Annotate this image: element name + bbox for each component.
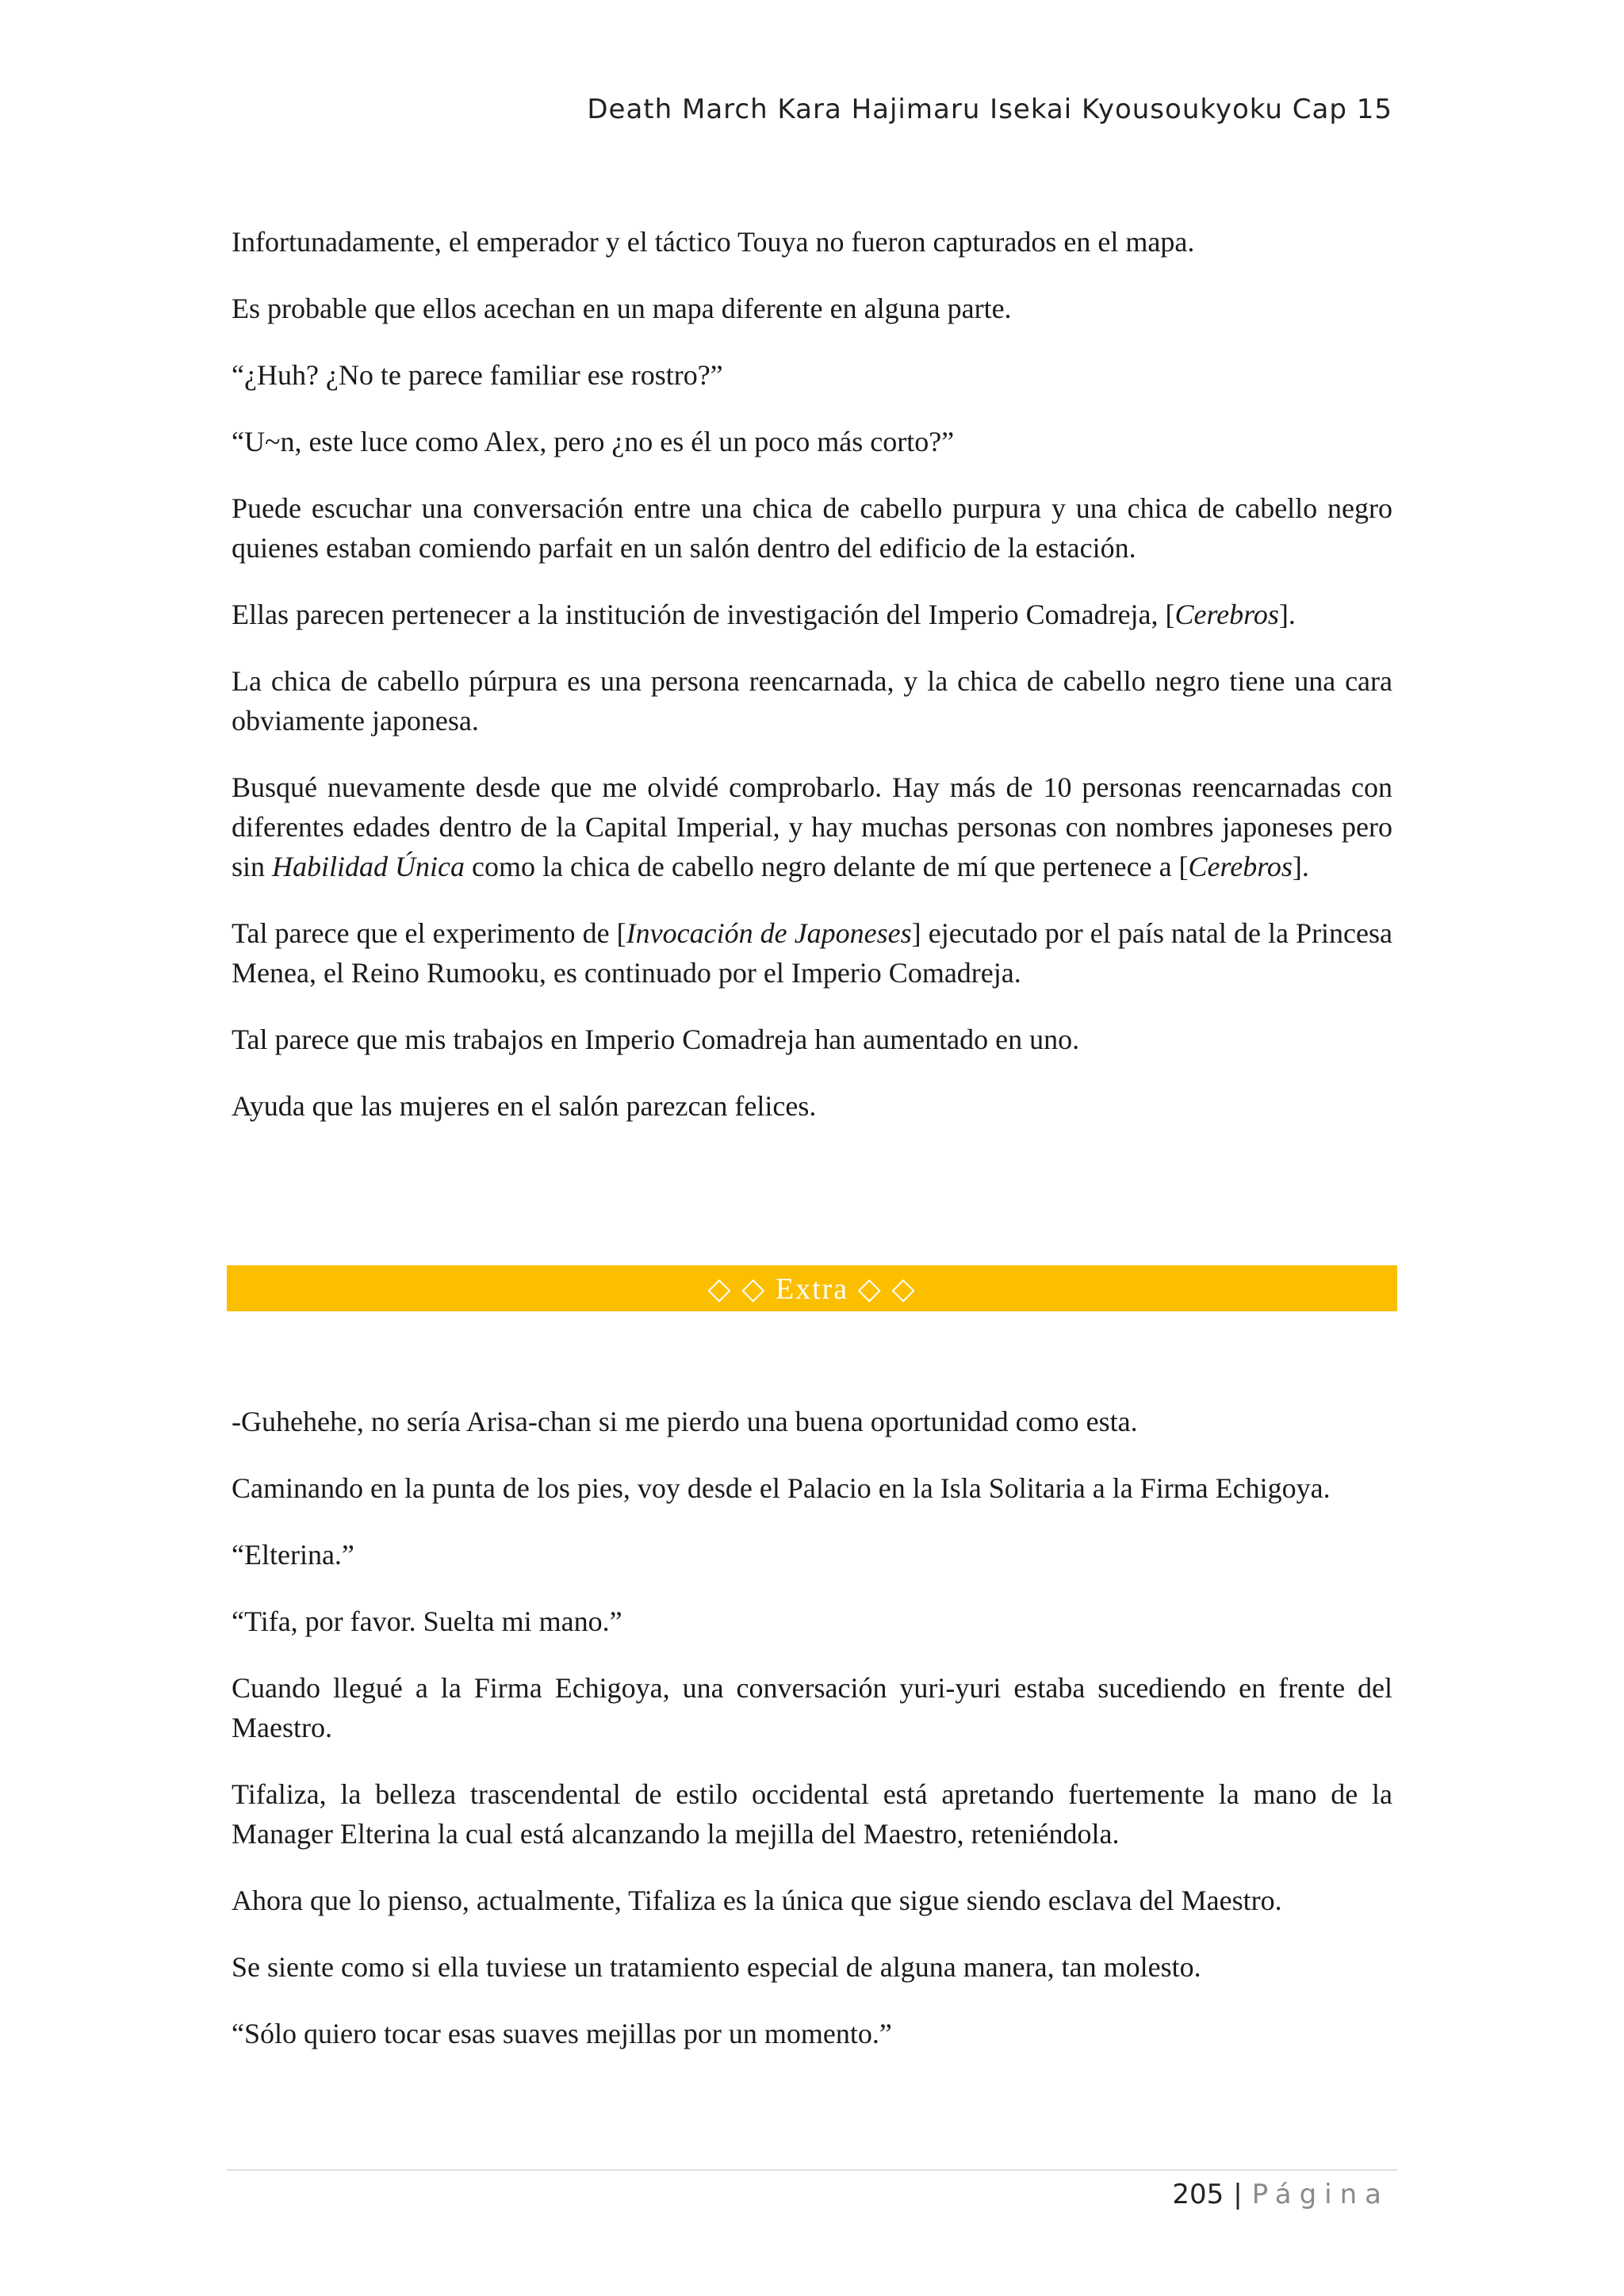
paragraph: Tal parece que mis trabajos en Imperio Comadreja han aumentado en uno.: [232, 1024, 1080, 1055]
paragraph: Es probable que ellos acechan en un mapa diferente en alguna parte.: [232, 293, 1012, 324]
paragraph: -Guhehehe, no sería Arisa-chan si me pierdo una buena oportunidad como esta.: [232, 1406, 1138, 1437]
dialogue-line: “Elterina.”: [232, 1539, 354, 1571]
paragraph: Ahora que lo pienso, actualmente, Tifaliza es la única que sigue siendo esclava del Maestro.: [232, 1885, 1282, 1916]
paragraph: Puede escuchar una conversación entre una chica de cabello purpura y una chica de cabello negro quienes estaban comiendo parfait en un salón dentro del edificio de la estación.: [232, 492, 1392, 564]
page-footer: [1172, 2179, 1389, 2210]
dialogue-line: “Sólo quiero tocar esas suaves mejillas por un momento.”: [232, 2018, 892, 2049]
paragraph: Caminando en la punta de los pies, voy desde el Palacio en la Isla Solitaria a la Firma Echigoya.: [232, 1472, 1331, 1504]
section-extra-text: [232, 1402, 1392, 2080]
section-main-text: [232, 222, 1392, 1153]
footer-rule: [227, 2169, 1397, 2171]
italic-term: Habilidad Única: [272, 851, 465, 882]
page-word: Página: [1251, 2179, 1389, 2210]
dialogue-line: “¿Huh? ¿No te parece familiar ese rostro?”: [232, 359, 723, 391]
paragraph: La chica de cabello púrpura es una persona reencarnada, y la chica de cabello negro tiene una cara obviamente japonesa.: [232, 665, 1392, 737]
italic-term: Cerebros: [1188, 851, 1293, 882]
paragraph: Se siente como si ella tuviese un tratamiento especial de alguna manera, tan molesto.: [232, 1951, 1201, 1983]
page-header: Death March Kara Hajimaru Isekai Kyousoukyoku Cap 15: [587, 94, 1392, 125]
divider-label: ◇ ◇ Extra ◇ ◇: [707, 1272, 917, 1306]
extra-section-divider: [227, 1265, 1397, 1311]
paragraph: Infortunadamente, el emperador y el táctico Touya no fueron capturados en el mapa.: [232, 226, 1195, 258]
page-number: 205: [1172, 2179, 1224, 2210]
paragraph: Tifaliza, la belleza trascendental de estilo occidental está apretando fuertemente la mano de la Manager Elterina la cual está alcanzando la mejilla del Maestro, reteniéndola.: [232, 1778, 1392, 1850]
italic-term: Invocación de Japoneses: [626, 917, 912, 949]
paragraph: Tal parece que el experimento de [Invocación de Japoneses] ejecutado por el país natal de la Princesa Menea, el Reino Rumooku, es continuado por el Imperio Comadreja.: [232, 917, 1392, 989]
dialogue-line: “U~n, este luce como Alex, pero ¿no es él un poco más corto?”: [232, 426, 955, 457]
paragraph: Cuando llegué a la Firma Echigoya, una conversación yuri-yuri estaba sucediendo en frente del Maestro.: [232, 1672, 1392, 1743]
italic-term: Cerebros: [1174, 599, 1279, 630]
paragraph: Ellas parecen pertenecer a la institución de investigación del Imperio Comadreja, [Cerebros].: [232, 599, 1296, 630]
paragraph: Busqué nuevamente desde que me olvidé comprobarlo. Hay más de 10 personas reencarnadas con diferentes edades dentro de la Capital Imperial, y hay muchas personas con nombres japoneses pero sin Habilidad Única como la chica de cabello negro delante de mí que pertenece a [Cerebros].: [232, 771, 1392, 882]
paragraph: Ayuda que las mujeres en el salón parezcan felices.: [232, 1090, 817, 1122]
dialogue-line: “Tifa, por favor. Suelta mi mano.”: [232, 1605, 622, 1637]
footer-separator: |: [1233, 2179, 1243, 2210]
